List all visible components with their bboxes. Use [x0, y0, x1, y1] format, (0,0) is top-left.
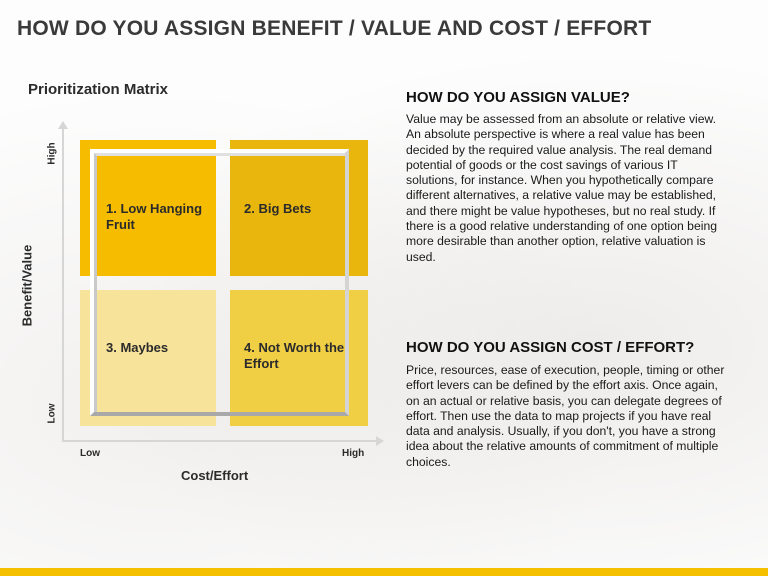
x-axis-line [62, 440, 377, 442]
x-axis-arrow-icon [376, 436, 384, 446]
matrix-title: Prioritization Matrix [28, 81, 169, 98]
x-axis-high-label: High [342, 448, 365, 459]
quadrant-label: 3. Maybes [106, 340, 169, 355]
value-section-heading: HOW DO YOU ASSIGN VALUE? [406, 89, 630, 106]
cost-section-heading: HOW DO YOU ASSIGN COST / EFFORT? [406, 339, 695, 356]
quadrant-label: 1. Low Hanging Fruit [106, 201, 203, 232]
x-axis-title: Cost/Effort [181, 468, 249, 483]
y-axis-title: Benefit/Value [19, 244, 35, 327]
y-axis-arrow-icon [58, 121, 68, 129]
quadrant-label: 2. Big Bets [244, 201, 312, 216]
y-axis-line [62, 127, 64, 440]
bottom-accent-bar [0, 568, 768, 576]
cost-section-body: Price, resources, ease of execution, people, timing or other effort levers can be defined by the effort axis. Once again, on an actual or relative basis, you can delegate degrees of effort. Then use the data to map projects if you have real data and analysis. Usually, if you don't, you have a strong idea about the relative amounts of commitment of multiple choices. [406, 363, 725, 469]
matrix-frame [90, 149, 349, 416]
value-section-body: Value may be assessed from an absolute or relative view. An absolute perspective is where a real value has been decided by the required value analysis. The real demand potential of goods or the cost savings of various IT solutions, for instance. When you hypothetically compare different alternatives, a relative value may be established, and there might be value hypotheses, but no real study. If there is a good relative understanding of one option being more desirable than another option, relative valuation is used. [406, 112, 718, 264]
y-axis-high-label: High [46, 142, 58, 165]
slide-title: HOW DO YOU ASSIGN BENEFIT / VALUE AND COST / EFFORT [17, 17, 652, 40]
x-axis-low-label: Low [80, 448, 100, 459]
quadrant-label: 4. Not Worth the Effort [244, 340, 345, 371]
y-axis-low-label: Low [46, 403, 58, 424]
